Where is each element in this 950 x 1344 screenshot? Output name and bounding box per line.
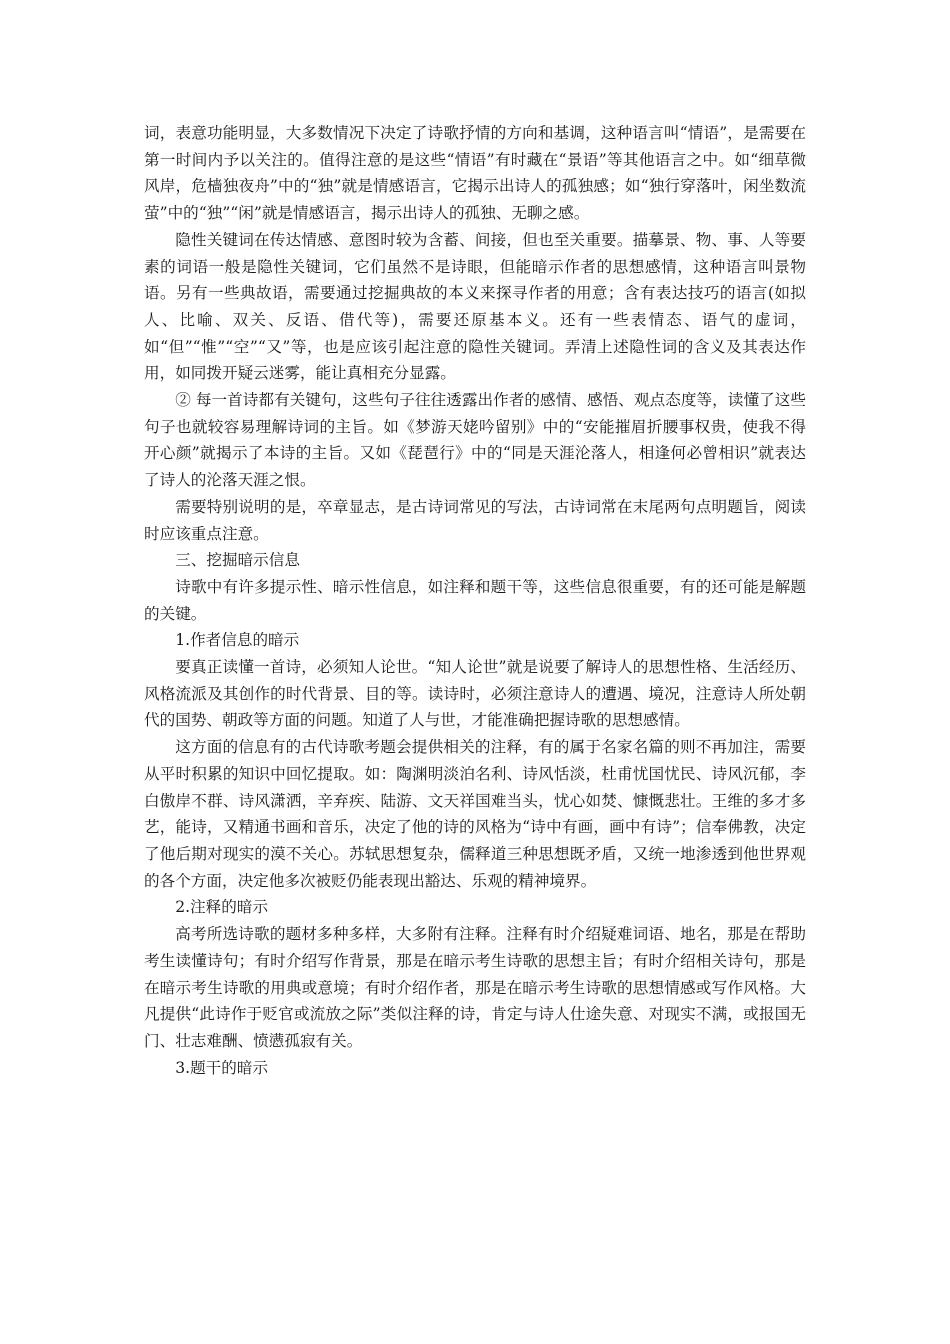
subheading-author-info: 1.作者信息的暗示 <box>175 631 300 650</box>
paragraph-key-sentences: ② 每一首诗都有关键句，这些句子往往透露出作者的感情、感悟、观点态度等，读懂了这些句子也就较容易理解诗词的主旨。如《梦游天姥吟留别》中的“安能摧眉折腰事权贵，使我不得开心颜”就揭示了本诗的主旨。又如《琵琶行》中的“同是天涯沦落人，相逢何必曾相识”就表达了诗人的沦落天涯之恨。 <box>144 391 806 490</box>
paragraph-hint-intro: 诗歌中有许多提示性、暗示性信息，如注释和题干等，这些信息很重要，有的还可能是解题的关键。 <box>144 577 806 623</box>
paragraph-know-author: 要真正读懂一首诗，必须知人论世。“知人论世”就是说要了解诗人的思想性格、生活经历、风格流派及其创作的时代背景、目的等。读诗时，必须注意诗人的遭遇、境况，注意诗人所处朝代的国势、朝政等方面的问题。知道了人与世，才能准确把握诗歌的思想感情。 <box>144 658 806 730</box>
document-body <box>144 120 806 1081</box>
paragraph-author-examples: 这方面的信息有的古代诗歌考题会提供相关的注释，有的属于名家名篇的则不再加注，需要从平时积累的知识中回忆提取。如：陶渊明淡泊名利、诗风恬淡，杜甫忧国忧民、诗风沉郁，李白傲岸不群、诗风潇洒，辛弃疾、陆游、文天祥国难当头，忧心如焚、慷慨悲壮。王维的多才多艺，能诗，又精通书画和音乐，决定了他的诗的风格为“诗中有画，画中有诗”；信奉佛教，决定了他后期对现实的漠不关心。苏轼思想复杂，儒释道三种思想既矛盾，又统一地渗透到他世界观的各个方面，决定他多次被贬仍能表现出豁达、乐观的精神境界。 <box>144 738 806 890</box>
section-heading-hint-info: 三、挖掘暗示信息 <box>175 551 300 570</box>
paragraph-implicit-keywords: 隐性关键词在传达情感、意图时较为含蓄、间接，但也至关重要。描摹景、物、事、人等要素的词语一般是隐性关键词，它们虽然不是诗眼，但能暗示作者的思想感情，这种语言叫景物语。另有一些典故语，需要通过挖掘典故的本义来探寻作者的用意；含有表达技巧的语言(如拟人、比喻、双关、反语、借代等)，需要还原基本义。还有一些表情态、语气的虚词，如“但”“惟”“空”“又”等，也是应该引起注意的隐性关键词。弄清上述隐性词的含义及其表达作用，如同拨开疑云迷雾，能让真相充分显露。 <box>144 230 806 383</box>
paragraph-ending-theme: 需要特别说明的是，卒章显志，是古诗词常见的写法，古诗词常在末尾两句点明题旨，阅读时应该重点注意。 <box>144 497 806 543</box>
paragraph-continuation: 词，表意功能明显，大多数情况下决定了诗歌抒情的方向和基调，这种语言叫“情语”，是需要在第一时间内予以关注的。值得注意的是这些“情语”有时藏在“景语”等其他语言之中。如“细草微风岸，危樯独夜舟”中的“独”就是情感语言，它揭示出诗人的孤独感；如“独行穿落叶，闲坐数流萤”中的“独”“闲”就是情感语言，揭示出诗人的孤独、无聊之感。 <box>144 124 806 223</box>
subheading-annotation-hint: 2.注释的暗示 <box>175 898 269 917</box>
subheading-question-hint: 3.题干的暗示 <box>175 1058 269 1077</box>
paragraph-annotation: 高考所选诗歌的题材多种多样，大多附有注释。注释有时介绍疑难词语、地名，那是在帮助考生读懂诗句；有时介绍写作背景，那是在暗示考生诗歌的思想主旨；有时介绍相关诗句，那是在暗示考生诗歌的用典或意境；有时介绍作者，那是在暗示考生诗歌的思想情感或写作风格。大凡提供“此诗作于贬官或流放之际”类似注释的诗，肯定与诗人仕途失意、对现实不满，或报国无门、壮志难酬、愤懑孤寂有关。 <box>144 925 806 1050</box>
